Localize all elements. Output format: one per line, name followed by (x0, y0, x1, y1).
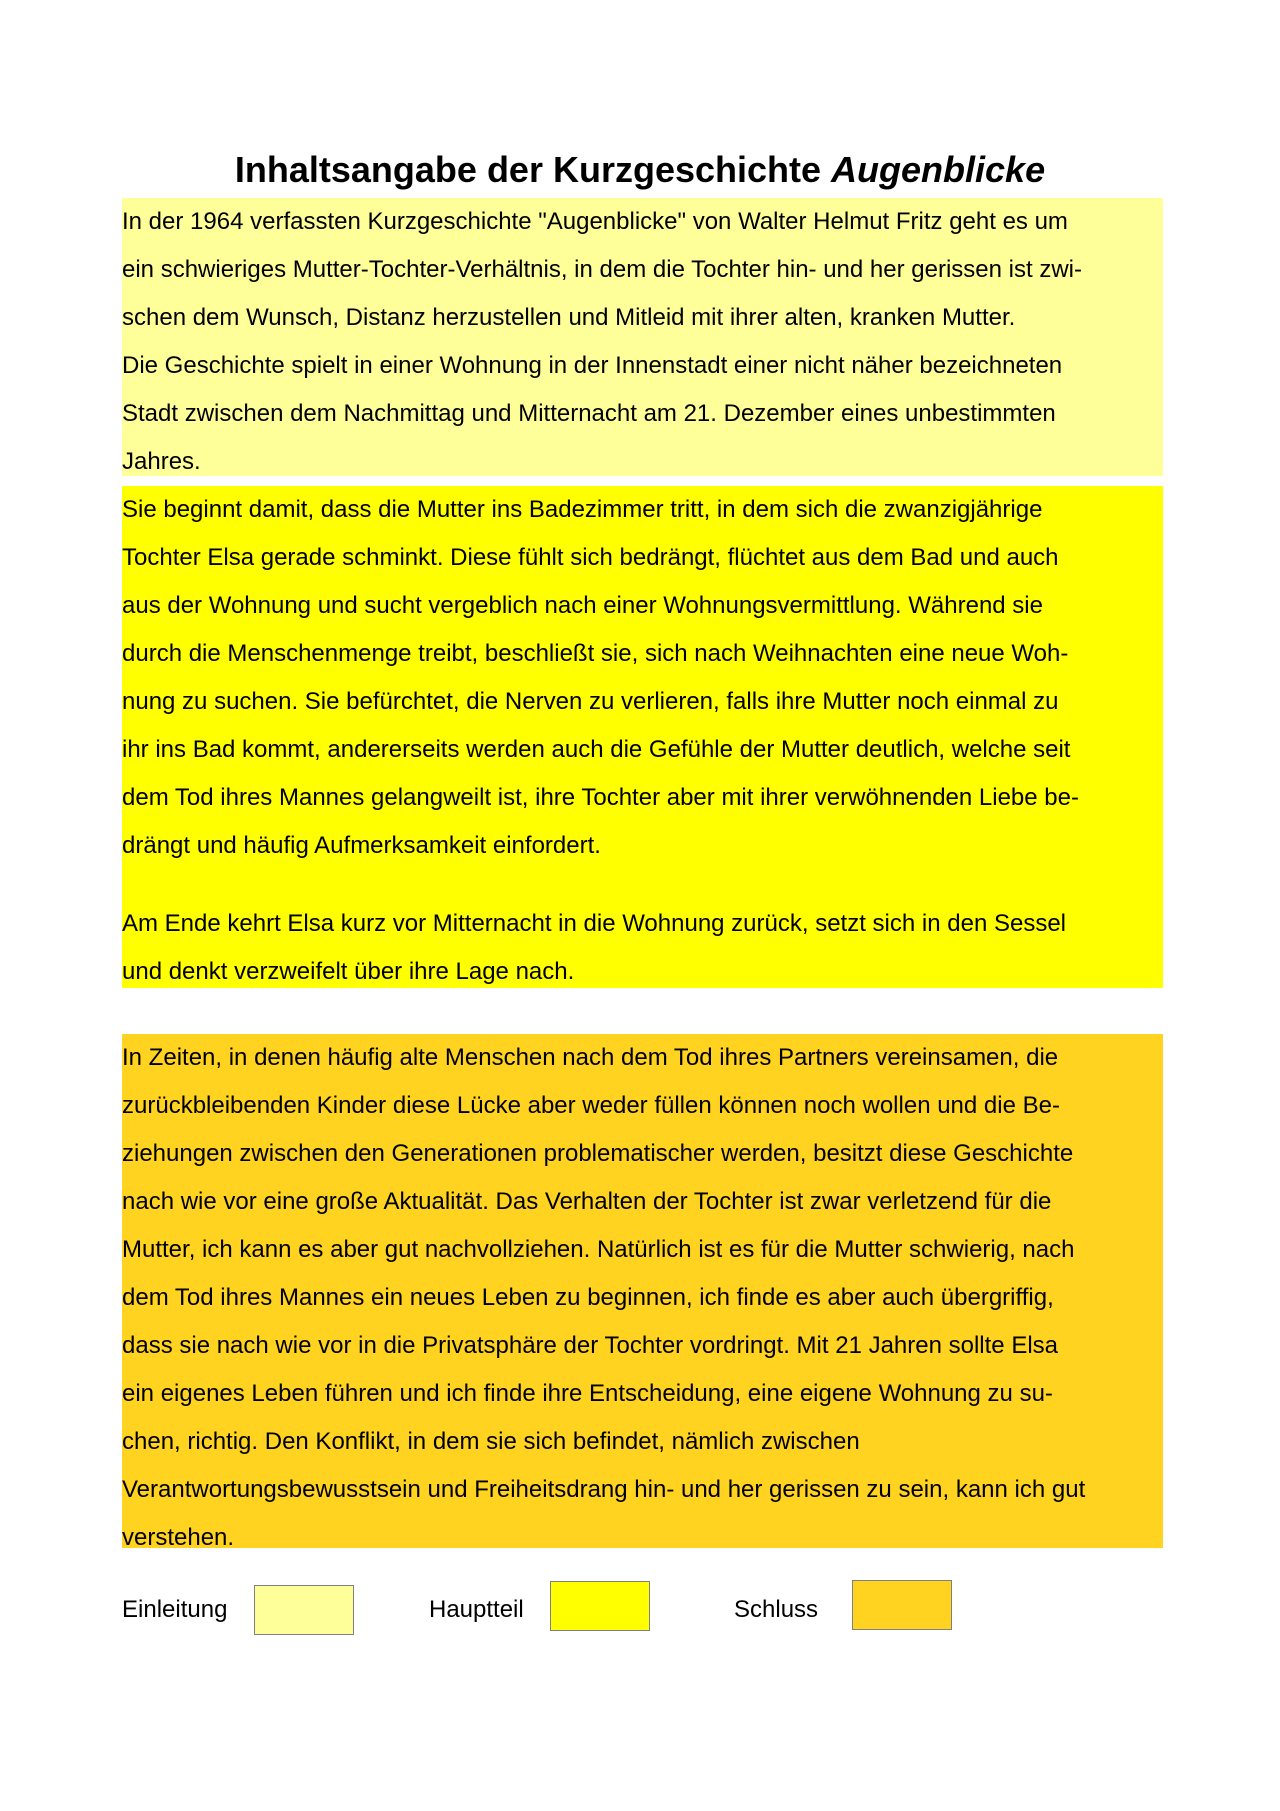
main-line: durch die Menschenmenge treibt, beschließt sie, sich nach Weihnachten eine neue Woh- (122, 640, 1069, 667)
legend-label-schluss: Schluss (734, 1596, 819, 1623)
main-line: Am Ende kehrt Elsa kurz vor Mitternacht in die Wohnung zurück, setzt sich in den Sessel (122, 910, 1066, 937)
main-line: Sie beginnt damit, dass die Mutter ins Badezimmer tritt, in dem sich die zwanzigjährige (122, 496, 1043, 523)
end-line: Mutter, ich kann es aber gut nachvollziehen. Natürlich ist es für die Mutter schwierig, nach (122, 1236, 1075, 1263)
title-prefix: Inhaltsangabe der Kurzgeschichte (234, 149, 832, 191)
paragraph-gap (122, 870, 1163, 900)
intro-line: Die Geschichte spielt in einer Wohnung in der Innenstadt einer nicht näher bezeichneten (122, 352, 1063, 379)
page-title (0, 144, 1280, 196)
main-line: Tochter Elsa gerade schminkt. Diese fühlt sich bedrängt, flüchtet aus dem Bad und auch (122, 544, 1059, 571)
main-line: aus der Wohnung und sucht vergeblich nach einer Wohnungsvermittlung. Während sie (122, 592, 1043, 619)
main-line: und denkt verzweifelt über ihre Lage nach. (122, 958, 575, 985)
intro-line: ein schwieriges Mutter-Tochter-Verhältnis, in dem die Tochter hin- und her gerissen ist zwi- (122, 256, 1082, 283)
legend-swatch-schluss (852, 1580, 952, 1630)
end-line: chen, richtig. Den Konflikt, in dem sie sich befindet, nämlich zwischen (122, 1428, 860, 1455)
main-line: nung zu suchen. Sie befürchtet, die Nerven zu verlieren, falls ihre Mutter noch einmal zu (122, 688, 1059, 715)
intro-line: Stadt zwischen dem Nachmittag und Mitternacht am 21. Dezember eines unbestimmten (122, 400, 1056, 427)
end-line: zurückbleibenden Kinder diese Lücke aber weder füllen können noch wollen und die Be- (122, 1092, 1060, 1119)
legend-label-einleitung: Einleitung (122, 1596, 228, 1623)
section-schluss (122, 1034, 1163, 1551)
legend-swatch-einleitung (254, 1585, 354, 1635)
intro-line: In der 1964 verfassten Kurzgeschichte "Augenblicke" von Walter Helmut Fritz geht es um (122, 208, 1068, 235)
end-line: nach wie vor eine große Aktualität. Das Verhalten der Tochter ist zwar verletzend für die (122, 1188, 1052, 1215)
end-line: In Zeiten, in denen häufig alte Menschen nach dem Tod ihres Partners vereinsamen, die (122, 1044, 1059, 1071)
legend-swatch-hauptteil (550, 1581, 650, 1631)
end-line: Verantwortungsbewusstsein und Freiheitsdrang hin- und her gerissen zu sein, kann ich gut (122, 1476, 1086, 1503)
end-line: dem Tod ihres Mannes ein neues Leben zu beginnen, ich finde es aber auch übergriffig, (122, 1284, 1054, 1311)
intro-line: schen dem Wunsch, Distanz herzustellen und Mitleid mit ihrer alten, kranken Mutter. (122, 304, 1016, 331)
intro-line: Jahres. (122, 448, 201, 475)
main-line: dem Tod ihres Mannes gelangweilt ist, ihre Tochter aber mit ihrer verwöhnenden Liebe be- (122, 784, 1079, 811)
main-line: ihr ins Bad kommt, andererseits werden auch die Gefühle der Mutter deutlich, welche seit (122, 736, 1071, 763)
end-line: verstehen. (122, 1524, 235, 1551)
section-hauptteil (122, 486, 1163, 988)
end-line: ziehungen zwischen den Generationen problematischer werden, besitzt diese Geschichte (122, 1140, 1074, 1167)
end-line: dass sie nach wie vor in die Privatsphäre der Tochter vordringt. Mit 21 Jahren sollte Elsa (122, 1332, 1059, 1359)
legend-label-hauptteil: Hauptteil (429, 1596, 524, 1623)
title-work: Augenblicke (831, 149, 1046, 191)
section-einleitung (122, 198, 1163, 476)
end-line: ein eigenes Leben führen und ich finde ihre Entscheidung, eine eigene Wohnung zu su- (122, 1380, 1053, 1407)
main-line: drängt und häufig Aufmerksamkeit einfordert. (122, 832, 601, 859)
